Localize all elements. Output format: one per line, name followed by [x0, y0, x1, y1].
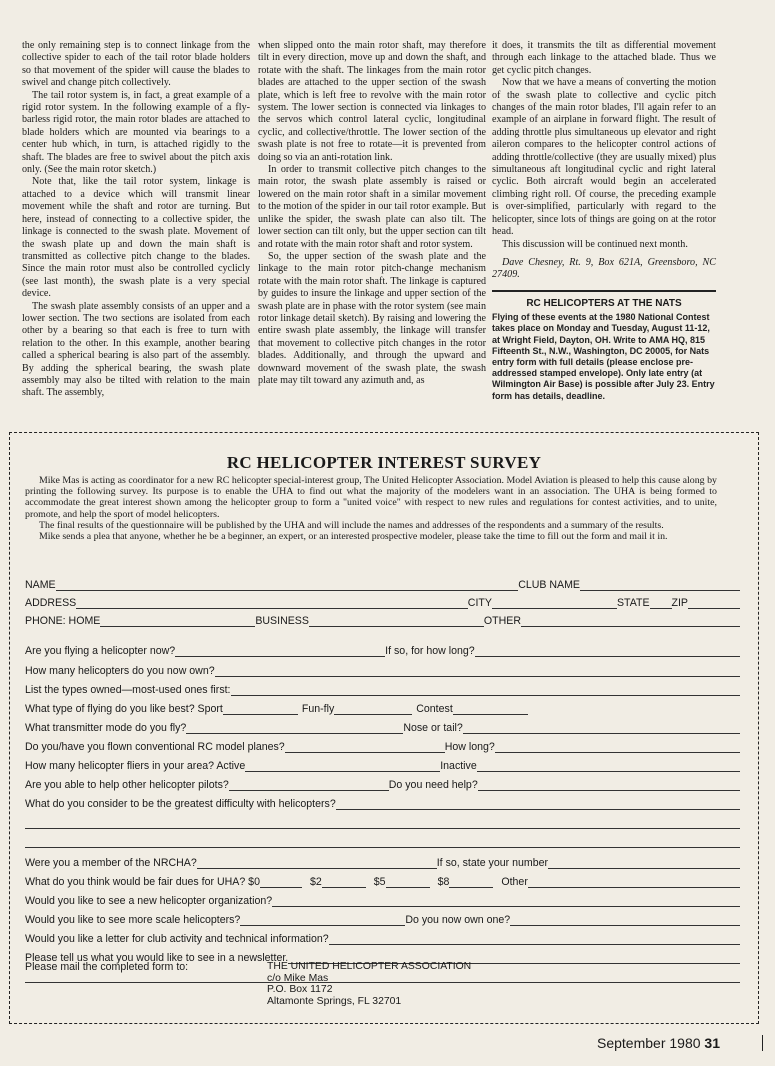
article-column-2 [258, 40, 486, 387]
zip-label: ZIP [671, 597, 688, 609]
intro-paragraph: Mike sends a plea that anyone, whether he be a beginner, an expert, or an interested prospective modeler, please take the time to fill out the form and mail it in. [39, 531, 668, 543]
article-paragraph: Now that we have a means of converting the motion of the swash plate to collective and cyclic pitch changes of the main rotor blades, I'll again refer to an example of an airplane in forward flight. The result of adding throttle plus simultaneous up elevator and right aileron compares to the helicopter control actions of adding throttle/collective (they are usually mixed) plus simultaneous aft longitudinal cyclic and right lateral cyclic. Both aircraft would begin an accelerated climbing right roll. Of course, the preceding example is over-simplified, particularly with regard to the helicopter, since lots of things are going on at the rotor head. [492, 77, 716, 238]
question-label: Would you like to see a new helicopter organization? [25, 895, 273, 907]
business-label: BUSINESS [255, 615, 309, 627]
footer-rule [762, 1035, 763, 1051]
question-label: What do you think would be fair dues for UHA? $0 [25, 876, 260, 888]
answer-field[interactable] [229, 779, 389, 791]
answer-field[interactable] [240, 914, 405, 926]
answer-field[interactable] [25, 817, 740, 829]
question-label: What do you consider to be the greatest difficulty with helicopters? [25, 798, 336, 810]
answer-field[interactable] [528, 876, 740, 888]
address-line: THE UNITED HELICOPTER ASSOCIATION [267, 961, 472, 972]
section-divider [492, 290, 716, 292]
other-phone-field[interactable] [521, 615, 740, 627]
article-paragraph: it does, it transmits the tilt as differential movement through each linkage to the attached blade. Thus we get cyclic pitch changes. [492, 40, 716, 76]
question-label: Are you flying a helicopter now? [25, 645, 176, 657]
answer-field[interactable] [475, 645, 740, 657]
question-label: How many helicopters do you now own? [25, 665, 215, 677]
survey-form-box [9, 432, 759, 1024]
survey-intro [25, 475, 717, 542]
question-label: If so, for how long? [385, 645, 475, 657]
question-label: What transmitter mode do you fly? [25, 722, 187, 734]
question-label: $2 [309, 876, 322, 888]
address-line: P.O. Box 1172 [267, 984, 333, 996]
city-field[interactable] [492, 597, 617, 609]
answer-field[interactable] [386, 876, 430, 888]
article-paragraph: The swash plate assembly consists of an upper and a lower section. The two sections are isolated from each other by a bearing so that each is free to turn with relation to the other. In this example, another bearing called a spherical bearing is also part of the assembly. By adding the spherical bearing, the swash plate assembly may also be tilted with relation to the main shaft. The assembly, [22, 300, 250, 399]
question-label: Do you now own one? [405, 914, 511, 926]
question-label: How long? [444, 741, 495, 753]
answer-field[interactable] [322, 876, 366, 888]
answer-field[interactable] [463, 722, 740, 734]
address-label: ADDRESS [25, 597, 77, 609]
address-line: Altamonte Springs, FL 32701 [267, 995, 402, 1007]
answer-field[interactable] [548, 857, 740, 869]
answer-field[interactable] [477, 760, 740, 772]
article-paragraph: The tail rotor system is, in fact, a great example of a rigid rotor system. In the following example of a fly-barless rigid rotor, the main rotor blades are attached to blade holders which are mounted via bearings to a center hub which, in turn, is attached rigidly to the shaft. The blades are free to swivel about the pitch axis only. (See the main rotor sketch.) [22, 89, 250, 176]
article-paragraph: In order to transmit collective pitch changes to the main rotor, the swash plate assembly is raised or lowered on the main rotor shaft in a similar movement to the motion of the spider in our tail rotor example. But unlike the spider, the swash plate can also tilt. The lower section can tilt only, but the upper section can tilt and rotate with the main rotor shaft and rotor system. [258, 164, 486, 250]
state-label: STATE [616, 597, 650, 609]
mailing-address [267, 961, 471, 1007]
question-label: Inactive [440, 760, 477, 772]
state-field[interactable] [650, 597, 672, 609]
answer-field[interactable] [25, 836, 740, 848]
answer-field[interactable] [245, 760, 440, 772]
club-name-label: CLUB NAME [518, 579, 580, 591]
answer-field[interactable] [478, 779, 740, 791]
address-field[interactable] [76, 597, 468, 609]
question-label: If so, state your number [436, 857, 549, 869]
address-line: c/o Mike Mas [267, 972, 329, 984]
question-label: Nose or tail? [403, 722, 463, 734]
article-paragraph: So, the upper section of the swash plate and the linkage to the main rotor pitch-change mechanism rotate with the main rotor shaft. The linkage is captured by guides to insure the linkage and upper section of the swash plate are in phase with the rotor system (see main rotor linkage detail sketch). By raising and lowering the entire swash plate assembly, the linkage will transfer that movement to collective pitch changes in the rotor blades. Additionally, and through the upward and downward movement of the swash plate, the swash plate may tilt toward any azimuth and, as [258, 250, 486, 386]
article-paragraph: Note that, like the tail rotor system, linkage is attached to a device which will transmit linear movement while the shaft and rotor are turning. But here, instead of connecting to a collective spider, the linkage is connected to the swash plate. Movement of the swash plate up and down the main shaft is transmitted as collective pitch change to the blades. Since the main rotor must also be controlled cyclicly (see last month), the swash plate is a very special device. [22, 176, 250, 300]
name-label: NAME [25, 579, 56, 591]
intro-paragraph: Mike Mas is acting as coordinator for a new RC helicopter special-interest group, The United Helicopter Association. Model Aviation is pleased to help this cause along by printing the following survey. Its purpose is to enable the UHA to find out what the majority of the modelers want in an association. The UHA is being formed to accommodate the great interest shown among the helicopter group to form a "united voice" with respect to new rules and regulations for contest activities, and to unite, promote, and help the sport of model helicopters. [25, 475, 717, 520]
question-label: Were you a member of the NRCHA? [25, 857, 197, 869]
answer-field[interactable] [260, 876, 302, 888]
nats-title: RC HELICOPTERS AT THE NATS [526, 297, 682, 309]
article-paragraph: This discussion will be continued next month. [502, 238, 688, 250]
phone-home-label: PHONE: HOME [25, 615, 101, 627]
zip-field[interactable] [688, 597, 740, 609]
city-label: CITY [467, 597, 492, 609]
page-footer [597, 1035, 720, 1051]
answer-field[interactable] [223, 703, 298, 715]
article-column-3 [492, 40, 716, 402]
club-name-field[interactable] [580, 579, 740, 591]
answer-field[interactable] [495, 741, 740, 753]
business-field[interactable] [309, 615, 484, 627]
answer-field[interactable] [215, 665, 740, 677]
answer-field[interactable] [186, 722, 403, 734]
question-label: Other [501, 876, 528, 888]
question-label: Please tell us what you would like to see in a newsletter. [25, 952, 289, 964]
other-phone-label: OTHER [483, 615, 521, 627]
question-label: List the types owned—most-used ones first: [25, 684, 231, 696]
answer-field[interactable] [510, 914, 740, 926]
question-label: Contest [416, 703, 453, 715]
question-label: What type of flying do you like best? Sport [25, 703, 223, 715]
answer-field[interactable] [336, 798, 740, 810]
answer-field[interactable] [231, 684, 741, 696]
question-label: Do you/have you flown conventional RC model planes? [25, 741, 285, 753]
question-label: How many helicopter fliers in your area? Active [25, 760, 246, 772]
answer-field[interactable] [285, 741, 445, 753]
article-paragraph: the only remaining step is to connect linkage from the collective spider to each of the tail rotor blade holders so that movement of the spider will cause the blades to swivel and change pitch collectively. [22, 40, 250, 89]
name-field[interactable] [56, 579, 519, 591]
answer-field[interactable] [449, 876, 493, 888]
mail-label: Please mail the completed form to: [25, 961, 189, 973]
question-label: Do you need help? [388, 779, 478, 791]
article-column-1 [22, 40, 250, 400]
question-label: Would you like a letter for club activity and technical information? [25, 933, 329, 945]
issue-date: September 1980 [597, 1035, 701, 1051]
answer-field[interactable] [329, 933, 740, 945]
survey-title: RC HELICOPTER INTEREST SURVEY [226, 453, 542, 472]
question-label: Are you able to help other helicopter pilots? [25, 779, 229, 791]
answer-field[interactable] [453, 703, 528, 715]
author-signature: Dave Chesney, Rt. 9, Box 621A, Greensboro, NC 27409. [492, 256, 716, 281]
answer-field[interactable] [197, 857, 437, 869]
page-number: 31 [704, 1035, 720, 1051]
question-label: Fun-fly [301, 703, 335, 715]
intro-paragraph: The final results of the questionnaire will be published by the UHA and will include the names and addresses of the respondents and a summary of the results. [39, 519, 664, 531]
phone-home-field[interactable] [100, 615, 255, 627]
answer-field[interactable] [175, 645, 385, 657]
answer-field[interactable] [334, 703, 412, 715]
question-label: Would you like to see more scale helicopters? [25, 914, 241, 926]
article-paragraph: when slipped onto the main rotor shaft, may therefore tilt in every direction, move up and down the shaft, and rotate with the shaft. The linkages from the main rotor blades are attached to the upper section of the swash plate, which is left free to revolve with the main rotor system. The lower section is connected via linkages to the servos which control lateral cyclic, longitudinal cyclic, and collective/throttle. The lower section of the swash plate is not free to rotate—it is prevented from doing so via an anti-rotation link. [258, 40, 486, 163]
answer-field[interactable] [272, 895, 740, 907]
question-label: $5 [373, 876, 386, 888]
nats-body: Flying of these events at the 1980 National Contest takes place on Monday and Tuesday, August 11-12, at Wright Field, Dayton, OH. Write to AMA HQ, 815 Fifteenth St., N.W., Washington, DC 20005, for Nats entry form with full details (please enclose pre-addressed stamped envelope). Only late entry (at Wilmington Air Base) is possible after July 23. Entry form has details, deadline. [492, 312, 715, 401]
question-label: $8 [437, 876, 450, 888]
